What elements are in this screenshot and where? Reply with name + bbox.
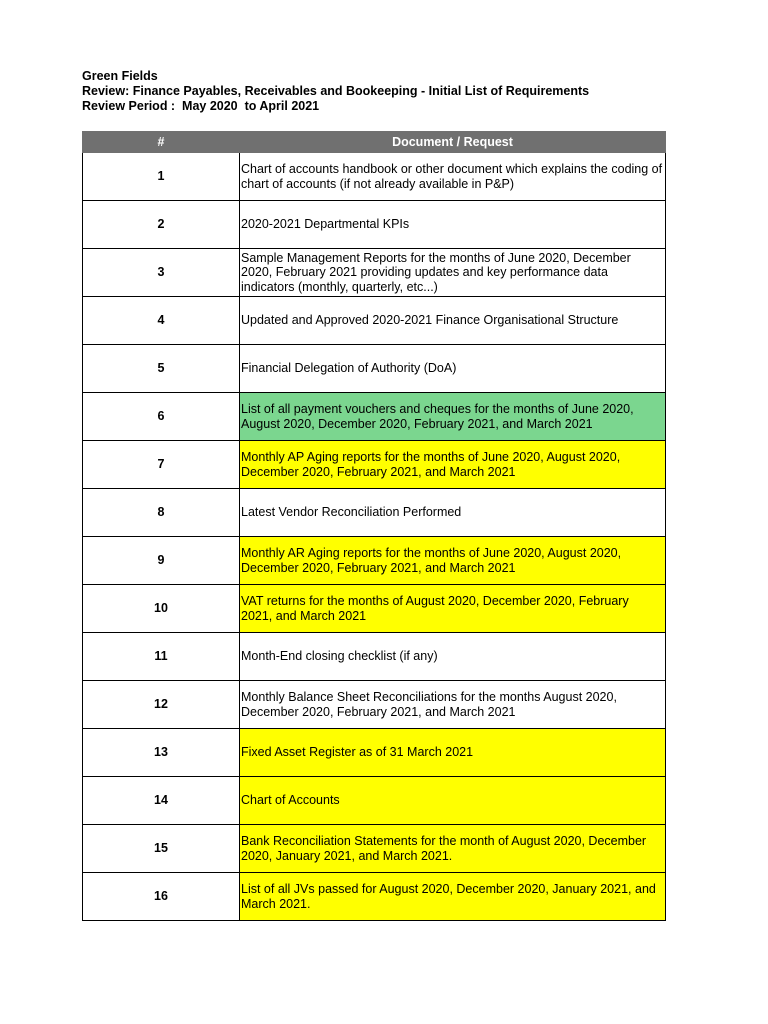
table-row	[83, 297, 666, 345]
requirements-table	[82, 131, 666, 921]
row-number: 9	[83, 537, 240, 585]
row-number: 1	[83, 153, 240, 201]
row-document-request: VAT returns for the months of August 2020, December 2020, February 2021, and March 2021	[240, 585, 666, 633]
row-number: 8	[83, 489, 240, 537]
review-period: Review Period : May 2020 to April 2021	[82, 99, 320, 113]
row-number: 4	[83, 297, 240, 345]
table-row	[83, 489, 666, 537]
row-number: 13	[83, 729, 240, 777]
row-number: 16	[83, 873, 240, 921]
row-number: 6	[83, 393, 240, 441]
table-row	[83, 249, 666, 297]
row-number: 14	[83, 777, 240, 825]
row-document-request: Chart of Accounts	[240, 777, 666, 825]
row-document-request: Bank Reconciliation Statements for the month of August 2020, December 2020, January 2021, and March 2021.	[240, 825, 666, 873]
table-row	[83, 393, 666, 441]
column-header-number: #	[83, 132, 240, 153]
row-document-request: Updated and Approved 2020-2021 Finance Organisational Structure	[240, 297, 666, 345]
row-number: 7	[83, 441, 240, 489]
table-row	[83, 441, 666, 489]
table-body	[83, 153, 666, 921]
review-title: Review: Finance Payables, Receivables and Bookeeping - Initial List of Requirements	[82, 84, 590, 98]
row-document-request: Sample Management Reports for the months of June 2020, December 2020, February 2021 providing updates and key performance data indicators (monthly, quarterly, etc...)	[240, 249, 666, 297]
row-number: 10	[83, 585, 240, 633]
row-number: 11	[83, 633, 240, 681]
table-row	[83, 681, 666, 729]
table-row	[83, 777, 666, 825]
row-number: 2	[83, 201, 240, 249]
table-header-row	[83, 132, 666, 153]
row-document-request: Monthly AP Aging reports for the months of June 2020, August 2020, December 2020, February 2021, and March 2021	[240, 441, 666, 489]
document-header	[82, 69, 589, 114]
row-number: 5	[83, 345, 240, 393]
row-document-request: 2020-2021 Departmental KPIs	[240, 201, 666, 249]
row-number: 3	[83, 249, 240, 297]
table-row	[83, 585, 666, 633]
table-row	[83, 633, 666, 681]
row-document-request: Financial Delegation of Authority (DoA)	[240, 345, 666, 393]
column-header-document: Document / Request	[240, 132, 666, 153]
row-document-request: List of all JVs passed for August 2020, December 2020, January 2021, and March 2021.	[240, 873, 666, 921]
row-number: 15	[83, 825, 240, 873]
row-document-request: Chart of accounts handbook or other document which explains the coding of chart of accounts (if not already available in P&P)	[240, 153, 666, 201]
row-number: 12	[83, 681, 240, 729]
company-name: Green Fields	[82, 69, 158, 83]
table-row	[83, 537, 666, 585]
table-row	[83, 345, 666, 393]
table-row	[83, 153, 666, 201]
row-document-request: Month-End closing checklist (if any)	[240, 633, 666, 681]
row-document-request: Fixed Asset Register as of 31 March 2021	[240, 729, 666, 777]
table-row	[83, 825, 666, 873]
row-document-request: List of all payment vouchers and cheques for the months of June 2020, August 2020, December 2020, February 2021, and March 2021	[240, 393, 666, 441]
table-row	[83, 729, 666, 777]
row-document-request: Monthly Balance Sheet Reconciliations for the months August 2020, December 2020, February 2021, and March 2021	[240, 681, 666, 729]
row-document-request: Monthly AR Aging reports for the months of June 2020, August 2020, December 2020, February 2021, and March 2021	[240, 537, 666, 585]
table-row	[83, 873, 666, 921]
row-document-request: Latest Vendor Reconciliation Performed	[240, 489, 666, 537]
table-row	[83, 201, 666, 249]
